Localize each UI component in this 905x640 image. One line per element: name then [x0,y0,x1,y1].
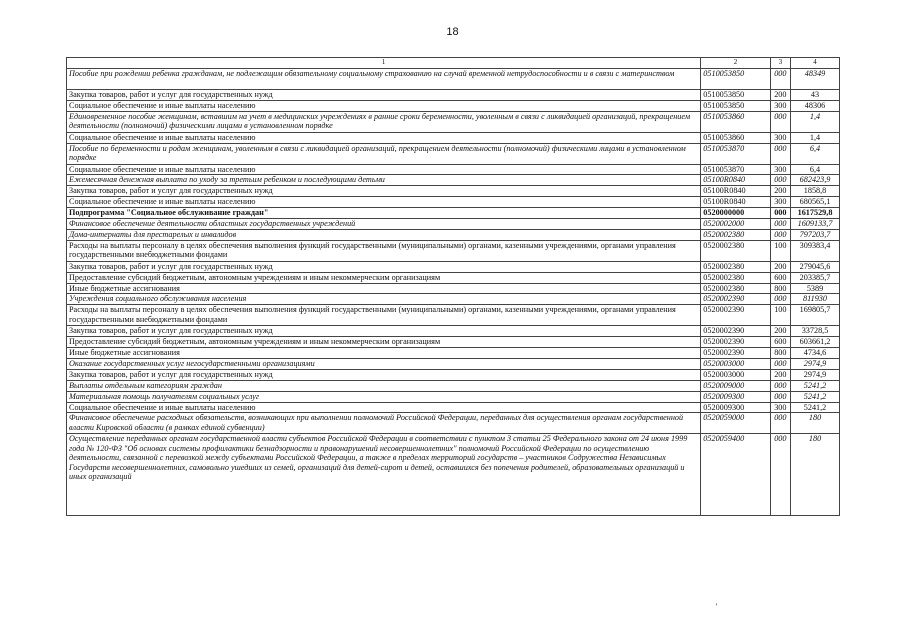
row-name-cell: Расходы на выплаты персоналу в целях обеспечения выполнения функций государственными (муниципальными) органами, казенными учреждениями, органами управления государственными внебюджетными фондами [67,305,701,326]
row-name-cell: Единовременное пособие женщинам, вставшим на учет в медицинских учреждениях в ранние сроки беременности, уволенным в связи с ликвидацией организаций, прекращением деятельности (полномочий) физическими лицами в установленном порядке [67,111,701,132]
row-amount-cell: 5241,2 [791,380,840,391]
row-amount-cell: 33728,5 [791,326,840,337]
row-amount-cell: 682423,9 [791,175,840,186]
row-code-cell: 0510053850 [701,100,770,111]
row-name-cell: Иные бюджетные ассигнования [67,283,701,294]
header-cell-name: 1 [67,58,701,69]
row-amount-cell: 603661,2 [791,337,840,348]
table-row [67,359,840,370]
row-amount-cell: 5241,2 [791,391,840,402]
table-row [67,369,840,380]
row-code-cell: 0510053870 [701,143,770,164]
row-amount-cell: 169805,7 [791,305,840,326]
row-type-cell: 000 [770,111,790,132]
row-code-cell: 0520002000 [701,219,770,230]
row-code-cell: 0520003000 [701,369,770,380]
row-name-cell: Закупка товаров, работ и услуг для государственных нужд [67,326,701,337]
row-code-cell: 05100R0840 [701,186,770,197]
table-row [67,402,840,413]
row-name-cell: Закупка товаров, работ и услуг для государственных нужд [67,89,701,100]
table-row [67,240,840,261]
table-row [67,305,840,326]
row-code-cell: 0520002390 [701,305,770,326]
row-type-cell: 300 [770,100,790,111]
row-type-cell: 300 [770,197,790,208]
row-type-cell: 000 [770,391,790,402]
row-name-cell: Закупка товаров, работ и услуг для государственных нужд [67,369,701,380]
row-amount-cell: 1617529,8 [791,208,840,219]
table-row [67,89,840,100]
row-amount-cell: 48306 [791,100,840,111]
table-row [67,208,840,219]
row-amount-cell: 680565,1 [791,197,840,208]
row-name-cell: Материальная помощь получателям социальных услуг [67,391,701,402]
row-type-cell: 000 [770,359,790,370]
row-type-cell: 000 [770,68,790,89]
row-type-cell: 200 [770,261,790,272]
row-code-cell: 0520002380 [701,240,770,261]
row-code-cell: 05100R0840 [701,175,770,186]
row-amount-cell: 6,4 [791,143,840,164]
row-type-cell: 000 [770,219,790,230]
row-name-cell: Закупка товаров, работ и услуг для государственных нужд [67,261,701,272]
row-code-cell: 0520002390 [701,326,770,337]
page-number: 18 [446,26,459,38]
table-row [67,326,840,337]
row-type-cell: 200 [770,89,790,100]
row-type-cell: 000 [770,294,790,305]
row-name-cell: Социальное обеспечение и иные выплаты населению [67,164,701,175]
table-row [67,132,840,143]
row-type-cell: 200 [770,326,790,337]
row-code-cell: 0520009300 [701,391,770,402]
row-type-cell: 600 [770,272,790,283]
row-amount-cell: 1,4 [791,111,840,132]
row-name-cell: Дома-интернаты для престарелых и инвалидов [67,229,701,240]
budget-table [66,57,840,516]
row-amount-cell: 43 [791,89,840,100]
table-row [67,186,840,197]
row-code-cell: 0520002390 [701,348,770,359]
row-amount-cell: 279045,6 [791,261,840,272]
row-code-cell: 0520000000 [701,208,770,219]
row-amount-cell: 6,4 [791,164,840,175]
header-cell-type: 3 [770,58,790,69]
row-amount-cell: 48349 [791,68,840,89]
row-type-cell: 800 [770,283,790,294]
row-type-cell: 100 [770,240,790,261]
row-amount-cell: 5241,2 [791,402,840,413]
table-row [67,219,840,230]
row-code-cell: 0520002380 [701,272,770,283]
table-row [67,229,840,240]
row-code-cell: 0520002380 [701,261,770,272]
row-type-cell: 000 [770,434,790,516]
row-code-cell: 0520002390 [701,337,770,348]
row-code-cell: 0520002380 [701,283,770,294]
row-type-cell: 000 [770,143,790,164]
row-amount-cell: 309383,4 [791,240,840,261]
header-cell-amount: 4 [791,58,840,69]
row-name-cell: Подпрограмма "Социальное обслуживание граждан" [67,208,701,219]
row-code-cell: 05100R0840 [701,197,770,208]
row-name-cell: Социальное обеспечение и иные выплаты населению [67,402,701,413]
table-row [67,197,840,208]
row-name-cell: Оказание государственных услуг негосударственными организациями [67,359,701,370]
row-code-cell: 0520059000 [701,413,770,434]
row-code-cell: 0510053860 [701,132,770,143]
row-amount-cell: 2974,9 [791,359,840,370]
row-type-cell: 100 [770,305,790,326]
row-amount-cell: 1858,8 [791,186,840,197]
row-amount-cell: 203385,7 [791,272,840,283]
table-row [67,272,840,283]
row-name-cell: Пособие по беременности и родам женщинам, уволенным в связи с ликвидацией организаций, прекращением деятельности (полномочий) физическими лицами в установленном порядке [67,143,701,164]
row-amount-cell: 811930 [791,294,840,305]
row-amount-cell: 4734,6 [791,348,840,359]
table-row [67,261,840,272]
row-type-cell: 300 [770,132,790,143]
header-cell-code: 2 [701,58,770,69]
table-row [67,294,840,305]
row-name-cell: Расходы на выплаты персоналу в целях обеспечения выполнения функций государственными (муниципальными) органами, казенными учреждениями, органами управления государственными внебюджетными фондами [67,240,701,261]
row-name-cell: Финансовое обеспечение расходных обязательств, возникающих при выполнении полномочий Российской Федерации, переданных для осуществления органам государственной власти Кировской области (в рамках единой субвенции) [67,413,701,434]
row-type-cell: 000 [770,208,790,219]
row-type-cell: 600 [770,337,790,348]
row-type-cell: 200 [770,369,790,380]
table-row [67,348,840,359]
table-row [67,164,840,175]
table-header-row [67,58,840,69]
row-code-cell: 0510053850 [701,89,770,100]
row-name-cell: Предоставление субсидий бюджетным, автономным учреждениям и иным некоммерческим организациям [67,272,701,283]
table-row [67,434,840,516]
row-code-cell: 0520059400 [701,434,770,516]
row-amount-cell: 180 [791,434,840,516]
row-type-cell: 000 [770,380,790,391]
table-row [67,413,840,434]
table-row [67,283,840,294]
row-name-cell: Социальное обеспечение и иные выплаты населению [67,132,701,143]
row-amount-cell: 1609133,7 [791,219,840,230]
row-type-cell: 000 [770,175,790,186]
table-row [67,100,840,111]
row-name-cell: Осуществление переданных органам государственной власти субъектов Российской Федерации в соответствии с пунктом 3 статьи 25 Федерального закона от 24 июня 1999 года № 120-ФЗ "Об основах системы профилактики безнадзорности и правонарушений несовершеннолетних" полномочий Российской Федерации по осуществлению деятельности, связанной с перевозкой между субъектами Российской Федерации, а также в пределах территорий государств – участников Содружества Независимых Государств несовершеннолетних, самовольно ушедших из семей, организаций для детей-сирот и детей, оставшихся без попечения родителей, образовательных организаций и иных организаций [67,434,701,516]
row-name-cell: Предоставление субсидий бюджетным, автономным учреждениям и иным некоммерческим организациям [67,337,701,348]
row-code-cell: 0520002390 [701,294,770,305]
row-type-cell: 300 [770,164,790,175]
row-name-cell: Выплаты отдельным категориям граждан [67,380,701,391]
row-code-cell: 0510053870 [701,164,770,175]
row-name-cell: Финансовое обеспечение деятельности областных государственных учреждений [67,219,701,230]
row-type-cell: 000 [770,413,790,434]
row-type-cell: 200 [770,186,790,197]
row-code-cell: 0510053860 [701,111,770,132]
row-name-cell: Ежемесячная денежная выплата по уходу за третьим ребенком и последующими детьми [67,175,701,186]
table-row [67,175,840,186]
row-type-cell: 300 [770,402,790,413]
row-name-cell: Иные бюджетные ассигнования [67,348,701,359]
row-name-cell: Закупка товаров, работ и услуг для государственных нужд [67,186,701,197]
row-code-cell: 0520009000 [701,380,770,391]
row-code-cell: 0520003000 [701,359,770,370]
row-type-cell: 000 [770,229,790,240]
table-row [67,68,840,89]
table-row [67,337,840,348]
row-code-cell: 0520009300 [701,402,770,413]
table-row [67,143,840,164]
row-name-cell: Социальное обеспечение и иные выплаты населению [67,197,701,208]
table-row [67,111,840,132]
row-amount-cell: 1,4 [791,132,840,143]
row-amount-cell: 797203,7 [791,229,840,240]
row-name-cell: Пособие при рождении ребенка гражданам, не подлежащим обязательному социальному страхованию на случай временной нетрудоспособности и в связи с материнством [67,68,701,89]
row-code-cell: 0520002380 [701,229,770,240]
stray-mark: ' [716,602,718,611]
row-amount-cell: 180 [791,413,840,434]
row-amount-cell: 5389 [791,283,840,294]
row-code-cell: 0510053850 [701,68,770,89]
row-name-cell: Социальное обеспечение и иные выплаты населению [67,100,701,111]
row-type-cell: 800 [770,348,790,359]
table-row [67,380,840,391]
row-amount-cell: 2974,9 [791,369,840,380]
table-row [67,391,840,402]
row-name-cell: Учреждения социального обслуживания населения [67,294,701,305]
